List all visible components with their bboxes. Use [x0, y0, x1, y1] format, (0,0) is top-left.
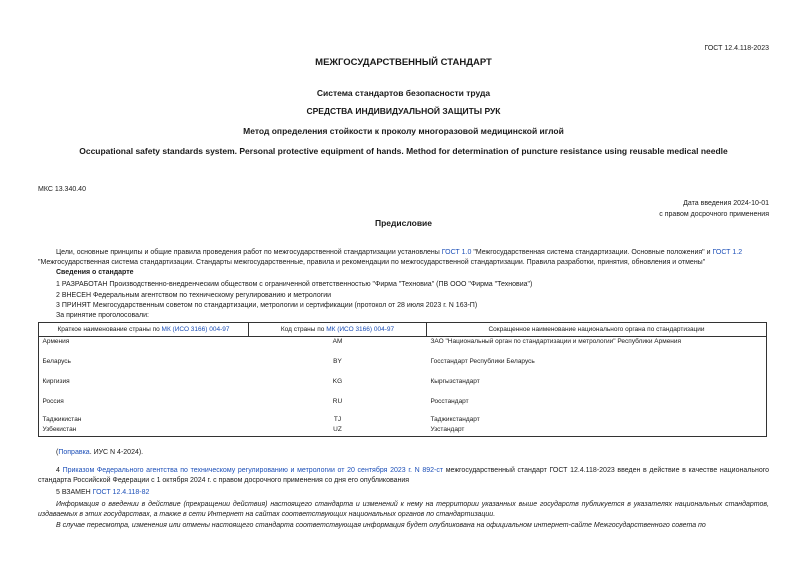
amendment-note: (Поправка. ИУС N 4-2024).: [56, 449, 144, 456]
standards-body-cell: Госстандарт Республики Беларусь: [430, 357, 535, 365]
publication-info-note: Информация о введении в действие (прекращении действия) настоящего стандарта и изменений к нему на территории указанных выше государств публикуется в указателях национальных стандартов, издаваемых в этих государствах, а также в сети Интернет на сайтах соответствующих национальных органов по стандартизации.: [38, 501, 769, 518]
voting-countries-table: [38, 322, 767, 435]
country-cell: Таджикистан: [42, 415, 82, 423]
table-row: [39, 397, 767, 415]
standards-body-cell: Таджикстандарт: [430, 415, 480, 423]
amendment-link[interactable]: Поправка: [58, 449, 90, 456]
table-row: [39, 357, 767, 377]
country-cell: Армения: [42, 338, 70, 345]
table-border-right: [766, 322, 767, 436]
item-2-submitted: 2 ВНЕСЕН Федеральным агентством по техническому регулированию и метрологии: [56, 292, 332, 299]
mk-iso-link[interactable]: МК (ИСО 3166) 004-97: [161, 326, 230, 333]
country-cell: Россия: [42, 397, 64, 405]
english-title: Occupational safety standards system. Personal protective equipment of hands. Method for determination of puncture resistance using reusable medical needle: [79, 146, 728, 156]
system-heading: Система стандартов безопасности труда: [316, 88, 491, 98]
country-code-cell: UZ: [333, 425, 342, 433]
standards-body-cell: Кыргызстандарт: [430, 377, 480, 385]
country-code-cell: TJ: [333, 415, 342, 423]
standard-type-heading: МЕЖГОСУДАРСТВЕННЫЙ СТАНДАРТ: [315, 57, 492, 68]
mk-iso-link[interactable]: МК (ИСО 3166) 004-97: [326, 326, 395, 333]
preface-heading: Предисловие: [374, 218, 433, 228]
gost-1-0-link[interactable]: ГОСТ 1.0: [441, 249, 472, 256]
column-header-country: Краткое наименование страны по МК (ИСО 3166) 004-97: [39, 323, 249, 337]
mks-code: МКС 13.340.40: [38, 186, 86, 193]
document-code: ГОСТ 12.4.118-2023: [704, 45, 769, 52]
table-row: [39, 415, 767, 425]
country-code-cell: RU: [332, 397, 343, 405]
intro-text-3: "Межгосударственная система стандартизации. Стандарты межгосударственные, правила и рекомендации по межгосударственной стандартизации. Правила разработки, принятия, обновления и отмены": [38, 259, 706, 266]
gost-1-2-link[interactable]: ГОСТ 1.2: [712, 249, 743, 256]
table-border-bottom: [38, 436, 767, 437]
item-3-adopted: 3 ПРИНЯТ Межгосударственным советом по стандартизации, метрологии и сертификации (протокол от 28 июля 2023 г. N 163-П): [56, 302, 478, 309]
early-application-note: с правом досрочного применения: [659, 211, 769, 218]
country-code-cell: BY: [333, 357, 342, 365]
item-4-order: 4 Приказом Федерального агентства по техническому регулированию и метрологии от 20 сентября 2023 г. N 892-ст межгосударственный стандарт ГОСТ 12.4.118-2023 введен в действие в качестве национального стандарта Российской Федерации с 1 октября 2024 г. с правом досрочного применения со дня его опубликования: [38, 467, 770, 484]
standards-body-cell: ЗАО "Национальный орган по стандартизации и метрологии" Республики Армения: [430, 338, 682, 345]
order-link[interactable]: Приказом Федерального агентства по техническому регулированию и метрологии от 20 сентября 2023 г. N 892-ст: [62, 467, 444, 474]
column-header-code: Код страны по МК (ИСО 3166) 004-97: [249, 323, 427, 337]
preface-intro: [38, 248, 769, 268]
standards-body-cell: Узстандарт: [430, 425, 465, 433]
table-row: [39, 425, 767, 435]
document-title: СРЕДСТВА ИНДИВИДУАЛЬНОЙ ЗАЩИТЫ РУК: [306, 106, 501, 116]
country-cell: Киргизия: [42, 377, 70, 385]
country-cell: Узбекистан: [42, 425, 77, 433]
item-1-developed: 1 РАЗРАБОТАН Производственно-внедренческим обществом с ограниченной ответственностью "Фирма "Техновиа" (ПВ ООО "Фирма "Техновиа"): [56, 281, 533, 288]
standards-body-cell: Росстандарт: [430, 397, 469, 405]
table-border-left: [38, 322, 39, 436]
introduction-date-block: [659, 198, 769, 220]
country-code-cell: AM: [332, 338, 343, 345]
country-code-cell: KG: [332, 377, 343, 385]
standard-info-heading: Сведения о стандарте: [56, 269, 134, 276]
intro-text-1: Цели, основные принципы и общие правила проведения работ по межгосударственной стандартизации установлены: [56, 249, 442, 256]
table-row: [39, 377, 767, 397]
intro-text-2: "Межгосударственная система стандартизации. Основные положения" и: [471, 249, 713, 256]
method-heading: Метод определения стойкости к проколу многоразовой медицинской иглой: [243, 126, 564, 136]
country-cell: Беларусь: [42, 357, 71, 365]
voted-label: За принятие проголосовали:: [56, 312, 149, 319]
item-5-replaces: 5 ВЗАМЕН ГОСТ 12.4.118-82: [56, 489, 150, 496]
gost-12-4-118-82-link[interactable]: ГОСТ 12.4.118-82: [92, 489, 150, 496]
table-row: [39, 337, 767, 357]
revision-note: В случае пересмотра, изменения или отмены настоящего стандарта соответствующая информация будет опубликована на официальном интернет-сайте Межгосударственного совета по: [56, 522, 706, 529]
table-header-row: [39, 323, 767, 337]
introduction-date: Дата введения 2024-10-01: [683, 200, 769, 207]
column-header-body: Сокращенное наименование национального органа по стандартизации: [427, 323, 767, 337]
